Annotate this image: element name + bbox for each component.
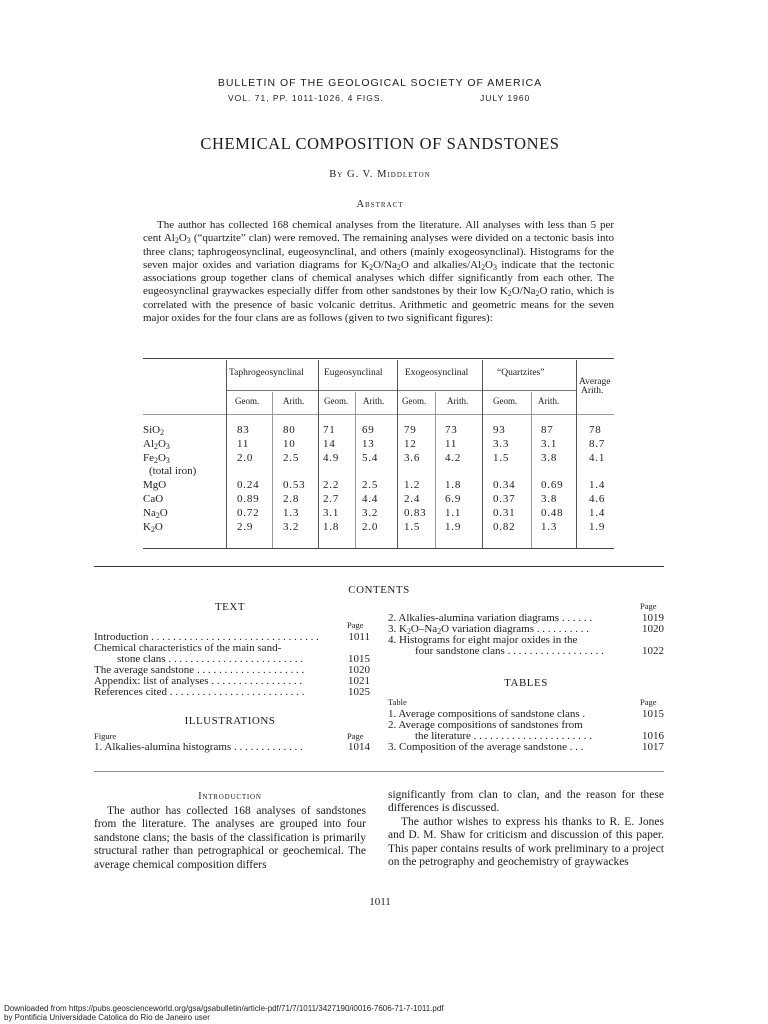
table-cell: 11 <box>445 438 458 450</box>
sub-header: Geom. <box>493 396 518 406</box>
toc-figure-label: Figure <box>94 731 117 741</box>
toc-entry[interactable]: Chemical characteristics of the main sand- <box>94 642 282 654</box>
toc-entry-page: 1016 <box>642 730 664 742</box>
table-cell: 73 <box>445 424 458 436</box>
table-cell: 79 <box>404 424 417 436</box>
table-vline <box>482 360 483 548</box>
table-vline <box>272 392 273 548</box>
toc-entry-page: 1015 <box>348 653 370 665</box>
toc-entry-page: 1020 <box>348 664 370 676</box>
table-cell: 2.7 <box>323 493 340 505</box>
table-cell: 14 <box>323 438 336 450</box>
table-cell: 80 <box>283 424 296 436</box>
toc-entry-page: 1011 <box>348 631 370 643</box>
toc-page-label: Page <box>640 601 657 611</box>
toc-page-label: Page <box>347 731 364 741</box>
table-cell: 2.5 <box>362 479 379 491</box>
toc-entry-page: 1022 <box>642 645 664 657</box>
table-rule-groups <box>226 390 576 391</box>
table-cell: 69 <box>362 424 375 436</box>
table-cell: 1.2 <box>404 479 421 491</box>
table-vline <box>355 392 356 548</box>
table-vline <box>397 360 398 548</box>
sub-header: Arith. <box>538 396 560 406</box>
table-cell: 0.82 <box>493 521 516 533</box>
table-cell: 3.3 <box>493 438 510 450</box>
table-cell: 2.4 <box>404 493 421 505</box>
abstract-heading: Abstract <box>356 199 404 210</box>
table-rule-header <box>143 414 614 415</box>
table-cell: 1.8 <box>323 521 340 533</box>
toc-entry[interactable]: The average sandstone . . . . . . . . . . . . . . . . . . . . <box>94 664 305 676</box>
toc-entry[interactable]: 3. $K_2O-Na_2O$ variation diagrams . . . . . . . . . . <box>388 623 590 636</box>
table-cell: 0.69 <box>541 479 564 491</box>
row-label: $Fe_2O_3$ <box>143 452 170 465</box>
table-vline <box>226 360 227 548</box>
toc-table-label: Table <box>388 697 407 707</box>
table-cell: 11 <box>237 438 250 450</box>
table-rule-bottom <box>143 548 614 549</box>
row-label: (total iron) <box>149 465 197 477</box>
download-footer <box>4 1005 444 1022</box>
table-cell: 1.5 <box>404 521 421 533</box>
volume-info: VOL. 71, PP. 1011-1026, 4 FIGS. <box>228 93 384 103</box>
article-title: CHEMICAL COMPOSITION OF SANDSTONES <box>200 134 560 153</box>
table-cell: 1.3 <box>541 521 558 533</box>
row-label: SiO$_2$ <box>143 424 165 437</box>
table-cell: 3.2 <box>283 521 300 533</box>
group-header: Exogeosynclinal <box>405 368 469 378</box>
table-cell: 2.2 <box>323 479 340 491</box>
group-header: “Quartzites” <box>497 368 545 378</box>
table-cell: 87 <box>541 424 554 436</box>
toc-entry-page: 1019 <box>642 612 664 624</box>
average-subheader: Arith. <box>581 386 604 396</box>
row-label: MgO <box>143 479 167 491</box>
table-cell: 0.83 <box>404 507 427 519</box>
table-cell: 1.5 <box>493 452 510 464</box>
group-header: Eugeosynclinal <box>324 368 383 378</box>
table-cell: 3.8 <box>541 493 558 505</box>
table-cell: 1.4 <box>589 479 606 491</box>
toc-entry[interactable]: Introduction . . . . . . . . . . . . . . . . . . . . . . . . . . . . . . . <box>94 631 319 643</box>
table-cell: 1.8 <box>445 479 462 491</box>
toc-entry-page: 1025 <box>348 686 370 698</box>
table-cell: 10 <box>283 438 296 450</box>
table-cell: 4.4 <box>362 493 379 505</box>
body-paragraph: significantly from clan to clan, and the reason for these differences is discussed. <box>388 789 664 815</box>
table-cell: 1.3 <box>283 507 300 519</box>
sub-header: Arith. <box>447 396 469 406</box>
toc-entry[interactable]: the literature . . . . . . . . . . . . . . . . . . . . . . <box>415 730 592 742</box>
journal-name: BULLETIN OF THE GEOLOGICAL SOCIETY OF AMERICA <box>217 77 543 89</box>
toc-entry-page: 1014 <box>348 741 370 753</box>
toc-entry[interactable]: 1. Average compositions of sandstone clans . <box>388 708 586 720</box>
toc-entry-page: 1015 <box>642 708 664 720</box>
toc-page-label: Page <box>347 620 364 630</box>
table-cell: 2.8 <box>283 493 300 505</box>
introduction-heading: Introduction <box>198 791 262 802</box>
toc-entry-page: 1017 <box>642 741 664 753</box>
body-paragraph: The author has collected 168 analyses of sandstones from the literature. The analyses are grouped into four sandstone clans; the basis of the classification is primarily structural rather than petrographical or geochemical. The average chemical composition differs <box>94 805 366 871</box>
table-cell: 78 <box>589 424 602 436</box>
table-cell: 3.2 <box>362 507 379 519</box>
table-cell: 0.53 <box>283 479 306 491</box>
table-cell: 0.34 <box>493 479 516 491</box>
table-vline <box>576 360 577 548</box>
toc-page-label: Page <box>640 697 657 707</box>
issue-date: JULY 1960 <box>480 93 531 103</box>
table-cell: 0.89 <box>237 493 260 505</box>
toc-entry[interactable]: 3. Composition of the average sandstone . . . <box>388 741 584 753</box>
contents-heading: CONTENTS <box>348 584 410 596</box>
table-cell: 1.4 <box>589 507 606 519</box>
table-vline <box>435 392 436 548</box>
table-vline <box>531 392 532 548</box>
table-cell: 6.9 <box>445 493 462 505</box>
contents-rule-bottom <box>94 771 664 772</box>
contents-rule-top <box>94 566 664 567</box>
table-rule-top <box>143 358 614 359</box>
toc-entry[interactable]: four sandstone clans . . . . . . . . . . . . . . . . . . <box>415 645 604 657</box>
table-cell: 2.0 <box>362 521 379 533</box>
sub-header: Arith. <box>363 396 385 406</box>
table-cell: 93 <box>493 424 506 436</box>
table-vline <box>318 360 319 548</box>
sub-header: Geom. <box>324 396 349 406</box>
toc-illustrations-heading: ILLUSTRATIONS <box>184 715 276 727</box>
table-cell: 71 <box>323 424 336 436</box>
composition-table <box>143 352 614 552</box>
sub-header: Geom. <box>235 396 260 406</box>
table-cell: 3.6 <box>404 452 421 464</box>
group-header: Taphrogeosynclinal <box>229 368 304 378</box>
table-cell: 3.8 <box>541 452 558 464</box>
table-cell: 4.9 <box>323 452 340 464</box>
footer-line: by Pontificia Universidade Catolica do Rio de Janeiro user <box>4 1012 210 1022</box>
table-cell: 0.24 <box>237 479 260 491</box>
toc-tables-heading: TABLES <box>504 677 548 689</box>
table-cell: 8.7 <box>589 438 606 450</box>
toc-entry-page: 1020 <box>642 623 664 635</box>
toc-entry[interactable]: 1. Alkalies-alumina histograms . . . . . . . . . . . . . <box>94 741 303 753</box>
toc-text-heading: TEXT <box>214 601 246 613</box>
toc-entry[interactable]: 2. Average compositions of sandstones from <box>388 719 583 731</box>
table-cell: 3.1 <box>541 438 558 450</box>
sub-header: Geom. <box>402 396 427 406</box>
table-cell: 0.31 <box>493 507 516 519</box>
table-cell: 1.9 <box>445 521 462 533</box>
toc-entry[interactable]: stone clans . . . . . . . . . . . . . . . . . . . . . . . . . <box>117 653 304 665</box>
toc-entry[interactable]: References cited . . . . . . . . . . . . . . . . . . . . . . . . . <box>94 686 305 698</box>
body-column-right <box>388 789 664 869</box>
abstract-text: The author has collected 168 chemical analyses from the literature. All analyses with less than 5 per cent $Al_2O_3$ (“quartzite” clan) were removed. The remaining analyses were divided on a tectonic basis into three clans; taphrogeosynclinal, eugeosynclinal, and others (mainly exogeosynclinal). Histograms for the seven major oxides and variation diagrams for $K_2O/Na_2O$ and alkalies/$Al_2O_3$ indicate that the tectonic associations group together clans of chemical analyses which differ significantly from each other. The eugeosynclinal graywackes especially differ from other sandstones by their low $K_2O/Na_2O$ ratio, which is correlated with the presence of basic volcanic detritus. Arithmetic and geometric means for the seven major oxides for the four clans are as follows (given to two significant figures): <box>143 219 615 325</box>
row-label: $Al_2O_3$ <box>143 438 170 451</box>
table-cell: 83 <box>237 424 250 436</box>
average-header: Average <box>579 377 611 387</box>
toc-entry[interactable]: Appendix: list of analyses . . . . . . . . . . . . . . . . . <box>94 675 303 687</box>
table-cell: 5.4 <box>362 452 379 464</box>
table-cell: 2.0 <box>237 452 254 464</box>
sub-header: Arith. <box>283 396 305 406</box>
table-cell: 13 <box>362 438 375 450</box>
row-label: $K_2O$ <box>143 521 163 534</box>
table-cell: 12 <box>404 438 417 450</box>
toc-entry-page: 1021 <box>348 675 370 687</box>
table-cell: 0.37 <box>493 493 516 505</box>
article-byline: By G. V. Middleton <box>329 169 431 180</box>
table-cell: 0.72 <box>237 507 260 519</box>
body-paragraph: The author wishes to express his thanks to R. E. Jones and D. M. Shaw for criticism and discussion of this paper. This paper contains results of work preliminary to a project on the petrography and geochemistry of graywackes <box>388 815 664 869</box>
row-label: $Na_2O$ <box>143 507 168 520</box>
toc-entry[interactable]: 2. Alkalies-alumina variation diagrams . . . . . . <box>388 612 593 624</box>
footer-line[interactable]: Downloaded from https://pubs.geoscienceworld.org/gsa/gsabulletin/article-pdf/71/7/1011/3427190/i0016-7606-71-7-1011.pdf <box>4 1004 444 1013</box>
table-cell: 4.1 <box>589 452 606 464</box>
page-number: 1011 <box>369 896 391 908</box>
table-cell: 2.9 <box>237 521 254 533</box>
body-column-left <box>94 805 366 872</box>
toc-entry[interactable]: 4. Histograms for eight major oxides in the <box>388 634 578 646</box>
table-cell: 3.1 <box>323 507 340 519</box>
table-cell: 4.6 <box>589 493 606 505</box>
table-cell: 1.9 <box>589 521 606 533</box>
table-cell: 1.1 <box>445 507 462 519</box>
table-cell: 0.48 <box>541 507 564 519</box>
row-label: CaO <box>143 493 164 505</box>
table-cell: 4.2 <box>445 452 462 464</box>
table-cell: 2.5 <box>283 452 300 464</box>
